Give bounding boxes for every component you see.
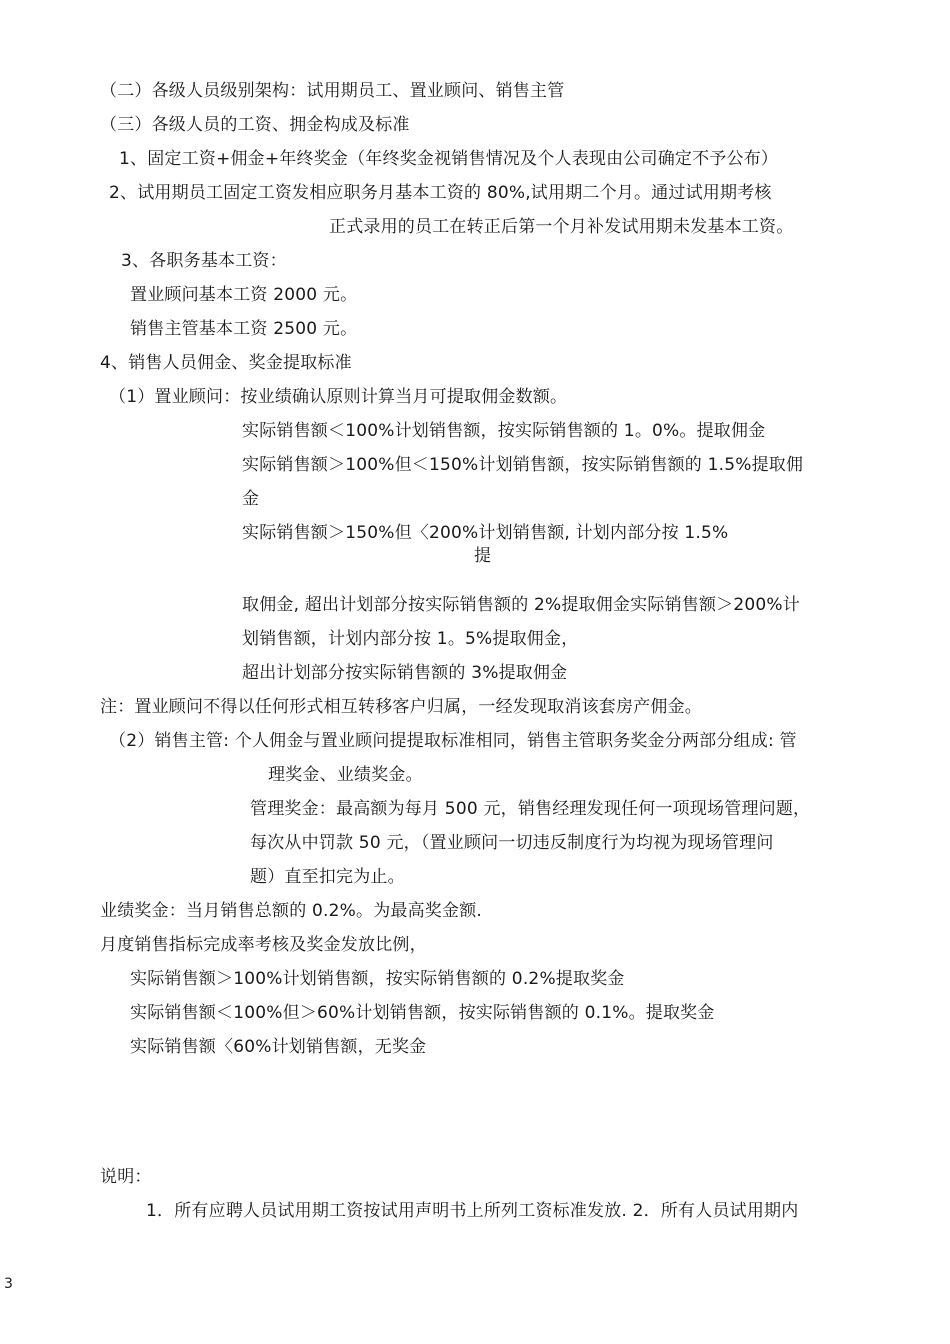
text-line: （三）各级人员的工资、拥金构成及标准 — [100, 115, 410, 135]
text-line: 理奖金、业绩奖金。 — [268, 765, 423, 785]
text-line: 金 — [242, 489, 260, 509]
text-line: （2）销售主管: 个人佣金与置业顾问提提取标准相同，销售主管职务奖金分两部分组成: 管 — [109, 731, 797, 751]
text-line: 超出计划部分按实际销售额的 3%提取佣金 — [242, 663, 568, 683]
text-line: 正式录用的员工在转正后第一个月补发试用期未发基本工资。 — [329, 217, 794, 237]
text-line: 4、销售人员佣金、奖金提取标准 — [100, 353, 352, 373]
text-line: 置业顾问基本工资 2000 元。 — [130, 285, 358, 305]
page-number: 3 — [4, 1276, 13, 1292]
text-line: 题）直至扣完为止。 — [250, 867, 405, 887]
text-line: 注：置业顾问不得以任何形式相互转移客户归属，一经发现取消该套房产佣金。 — [100, 697, 702, 717]
text-line: 月度销售指标完成率考核及奖金发放比例， — [100, 935, 427, 955]
text-line: 说明： — [100, 1167, 152, 1187]
text-line: 业绩奖金：当月销售总额的 0.2%。为最高奖金额. — [100, 901, 482, 921]
text-line: 实际销售额〈60%计划销售额，无奖金 — [130, 1037, 427, 1057]
text-line: 实际销售额＜100%但＞60%计划销售额，按实际销售额的 0.1%。提取奖金 — [130, 1003, 715, 1023]
text-line: 划销售额，计划内部分按 1。5%提取佣金， — [242, 629, 579, 649]
text-line: 1、固定工资+佣金+年终奖金（年终奖金视销售情况及个人表现由公司确定不予公布） — [119, 149, 779, 169]
text-line: 实际销售额＞100%但＜150%计划销售额，按实际销售额的 1.5%提取佣 — [242, 455, 804, 475]
text-line: 实际销售额＞150%但〈200%计划销售额, 计划内部分按 1.5% — [242, 523, 729, 543]
text-line: （二）各级人员级别架构：试用期员工、置业顾问、销售主管 — [100, 81, 565, 101]
text-line: 销售主管基本工资 2500 元。 — [130, 319, 358, 339]
text-line: （1）置业顾问：按业绩确认原则计算当月可提取佣金数额。 — [109, 387, 568, 407]
text-line: 实际销售额＜100%计划销售额，按实际销售额的 1。0%。提取佣金 — [242, 421, 766, 441]
text-line: 提 — [474, 546, 492, 566]
text-line: 3、各职务基本工资： — [121, 251, 287, 271]
text-line: 实际销售额＞100%计划销售额，按实际销售额的 0.2%提取奖金 — [130, 969, 625, 989]
text-line: 2、试用期员工固定工资发相应职务月基本工资的 80%,试用期二个月。通过试用期考核 — [109, 183, 772, 203]
text-line: 1．所有应聘人员试用期工资按试用声明书上所列工资标准发放. 2．所有人员试用期内 — [146, 1201, 799, 1221]
text-line: 每次从中罚款 50 元，（置业顾问一切违反制度行为均视为现场管理问 — [250, 833, 774, 853]
text-line: 取佣金, 超出计划部分按实际销售额的 2%提取佣金实际销售额＞200%计 — [242, 595, 800, 615]
text-line: 管理奖金：最高额为每月 500 元，销售经理发现任何一项现场管理问题， — [250, 799, 811, 819]
